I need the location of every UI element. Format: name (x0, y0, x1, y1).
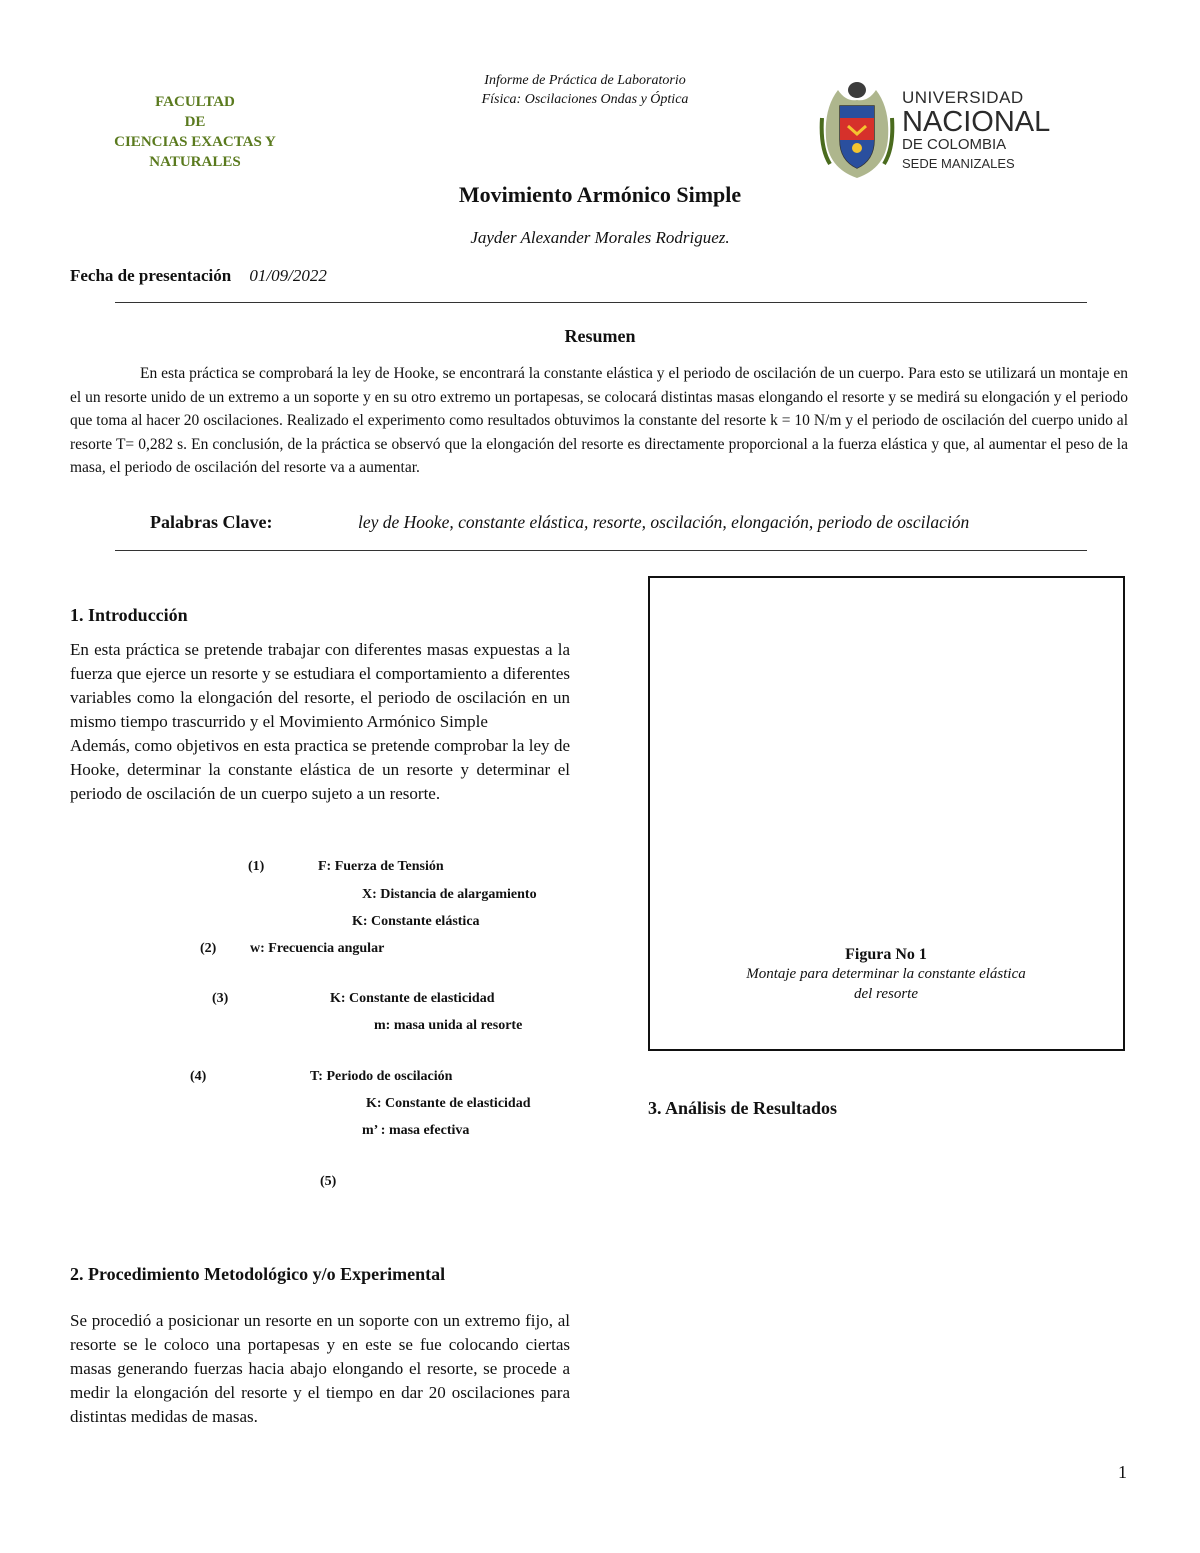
faculty-line: DE (184, 114, 206, 130)
university-line: SEDE MANIZALES (902, 156, 1015, 171)
university-crest-icon (818, 78, 896, 180)
equation-legend: m’ : masa efectiva (362, 1123, 470, 1138)
university-line: NACIONAL (902, 106, 1051, 138)
equation-number: (2) (200, 941, 217, 956)
equation-legend: F: Fuerza de Tensión (318, 859, 444, 874)
paragraph: En esta práctica se pretende trabajar con diferentes masas expuestas a la fuerza que ejerce un resorte y se estudiara el comportamiento a diferentes variables como la elongación del resorte, el periodo de oscilación en un mismo tiempo trascurrido y el Movimiento Armónico Simple (70, 640, 570, 731)
equation-number: (5) (320, 1174, 337, 1189)
report-header (420, 71, 750, 109)
figure-caption (648, 946, 1124, 1004)
faculty-name (70, 92, 320, 172)
figure-title: Figura No 1 (845, 946, 927, 963)
presentation-date (70, 266, 327, 286)
divider (115, 550, 1087, 551)
equation-legend: K: Constante de elasticidad (330, 991, 495, 1006)
section-heading: 1. Introducción (70, 605, 188, 625)
intro-text (70, 638, 570, 806)
equation-legend: m: masa unida al resorte (374, 1018, 523, 1033)
university-line: UNIVERSIDAD (902, 88, 1024, 107)
equation-number: (4) (190, 1069, 207, 1084)
equation-legend: w: Frecuencia angular (250, 941, 385, 956)
equation-number: (1) (248, 859, 265, 874)
figure-description: Montaje para determinar la constante elástica (746, 966, 1026, 982)
section-heading: 2. Procedimiento Metodológico y/o Experimental (70, 1264, 446, 1284)
faculty-line: NATURALES (149, 154, 241, 170)
author: Jayder Alexander Morales Rodriguez. (470, 228, 730, 247)
university-name (902, 88, 1050, 171)
page-title: Movimiento Armónico Simple (458, 182, 742, 207)
date-label: Fecha de presentación (70, 266, 232, 285)
faculty-line: FACULTAD (155, 94, 235, 110)
divider (115, 302, 1087, 303)
university-line: DE COLOMBIA (902, 136, 1007, 153)
date-value: 01/09/2022 (249, 266, 327, 285)
equation-number: (3) (212, 991, 229, 1006)
figure-description: del resorte (853, 986, 918, 1002)
paragraph: Además, como objetivos en esta practica se pretende comprobar la ley de Hooke, determinar la constante elástica de un resorte y determinar el periodo de oscilación de un cuerpo sujeto a un resorte. (70, 736, 570, 803)
page-number: 1 (1118, 1462, 1127, 1482)
keywords-value: ley de Hooke, constante elástica, resorte, oscilación, elongación, periodo de oscilación (358, 512, 970, 532)
faculty-line: CIENCIAS EXACTAS Y (114, 134, 276, 150)
report-line: Física: Oscilaciones Ondas y Óptica (481, 92, 689, 107)
equation-legend: X: Distancia de alargamiento (362, 887, 537, 902)
report-line: Informe de Práctica de Laboratorio (484, 73, 686, 88)
equation-legend: T: Periodo de oscilación (310, 1069, 453, 1084)
procedure-text: Se procedió a posicionar un resorte en un soporte con un extremo fijo, al resorte se le coloco una portapesas y en este se fue colocando ciertas masas generando fuerzas hacia abajo elongando el resorte, se procede a medir la elongación del resorte y el tiempo en dar 20 oscilaciones para distintas medidas de masas. (70, 1311, 570, 1426)
abstract-text: En esta práctica se comprobará la ley de Hooke, se encontrará la constante elástica y el periodo de oscilación de un cuerpo. Para esto se utilizará un montaje en el un resorte unido de un extremo a un soporte y en su otro extremo un portapesas, se colocará distintas masas elongando el resorte y se medirá su elongación y el periodo que toma al hacer 20 oscilaciones. Realizado el experimento como resultados obtuvimos la constante del resorte k = 10 N/m y el periodo de oscilación del cuerpo unido al resorte T= 0,282 s. En conclusión, de la práctica se observó que la elongación del resorte es directamente proporcional a la fuerza elástica y que, al aumentar el peso de la masa, el periodo de oscilación del resorte va a aumentar. (70, 365, 1128, 476)
abstract-heading: Resumen (564, 326, 636, 346)
equation-legend: K: Constante de elasticidad (366, 1096, 531, 1111)
keywords-label: Palabras Clave: (150, 512, 273, 532)
section-heading: 3. Análisis de Resultados (648, 1098, 838, 1118)
equation-legend: K: Constante elástica (352, 914, 480, 929)
